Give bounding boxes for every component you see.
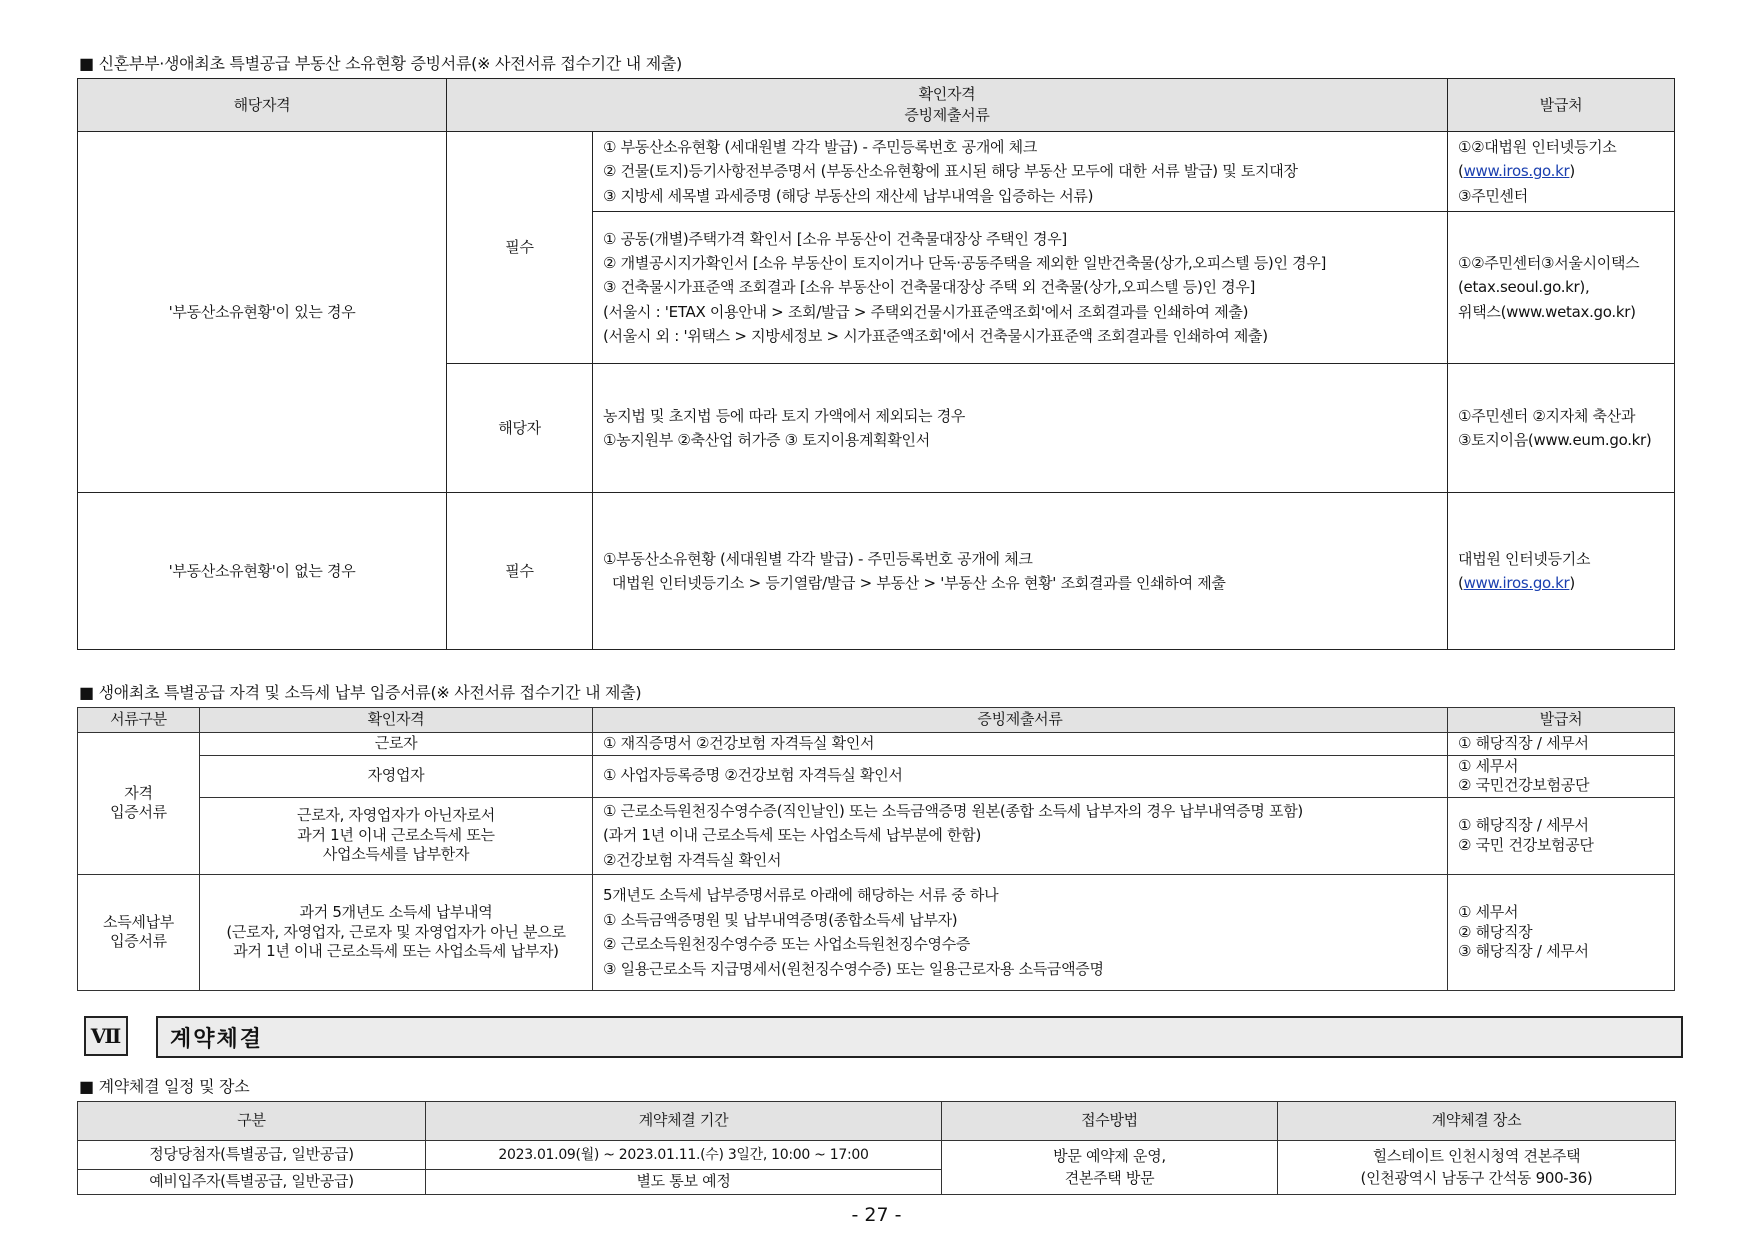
header-method: 접수방법	[942, 1102, 1278, 1141]
doc-line: (과거 1년 이내 근로소득세 또는 사업소득세 납부분에 한함)	[603, 826, 981, 845]
category-cell: 예비입주자(특별공급, 일반공급)	[78, 1170, 426, 1195]
table-row	[78, 733, 1675, 756]
section2-title: ■ 생애최초 특별공급 자격 및 소득세 납부 입증서류(※ 사전서류 접수기간 내 제출)	[79, 683, 642, 702]
income-docs-table	[77, 707, 1675, 991]
period-cell: 별도 통보 예정	[426, 1170, 942, 1195]
qual-line: 근로자, 자영업자가 아닌자로서	[297, 806, 495, 825]
group-qualification-docs	[78, 733, 200, 875]
docs-cell: ① 사업자등록증명 ②건강보험 자격득실 확인서	[593, 755, 1448, 797]
issuer-line: 대법원 인터넷등기소	[1458, 549, 1591, 568]
iros-link[interactable]: www.iros.go.kr	[1463, 574, 1570, 592]
header-place: 계약체결 장소	[1278, 1102, 1676, 1141]
issuer-line: ①②대법원 인터넷등기소	[1458, 138, 1617, 157]
table-row	[78, 755, 1675, 797]
doc-line: ① 근로소득원천징수영수증(직인날인) 또는 소득금액증명 원본(종합 소득세 납부자의 경우 납부내역증명 포함)	[603, 801, 1303, 820]
doc-line: (서울시 외 : '위택스 > 지방세정보 > 시가표준액조회'에서 건축물시가표준액 조회결과를 인쇄하여 제출)	[603, 326, 1268, 345]
docs-cell: ① 재직증명서 ②건강보험 자격득실 확인서	[593, 733, 1448, 756]
qual-line: 사업소득세를 납부한자	[322, 845, 470, 864]
place-cell	[1278, 1141, 1676, 1195]
period-cell: 2023.01.09(월) ~ 2023.01.11.(수) 3일간, 10:00 ~ 17:00	[426, 1141, 942, 1170]
table-row	[78, 874, 1675, 990]
header-category: 서류구분	[78, 708, 200, 733]
group-label-line: 자격	[124, 783, 153, 802]
chapter-number: Ⅶ	[84, 1016, 128, 1056]
doc-line: ① 부동산소유현황 (세대원별 각각 발급) - 주민등록번호 공개에 체크	[603, 138, 1038, 157]
issuer-cell	[1448, 797, 1675, 874]
doc-line: 농지법 및 초지법 등에 따라 토지 가액에서 제외되는 경우	[603, 406, 966, 425]
group-income-tax-docs	[78, 874, 200, 990]
issuer-line: ③ 해당직장 / 세무서	[1458, 942, 1589, 960]
docs-cell	[593, 797, 1448, 874]
qual-cell	[200, 874, 593, 990]
header-confirm-line1: 확인자격	[918, 85, 976, 103]
issuer-line: ① 세무서	[1458, 756, 1519, 775]
issuer-cell	[1448, 364, 1675, 493]
issuer-line: ② 해당직장	[1458, 922, 1533, 941]
qual-line: 과거 5개년도 소득세 납부내역	[299, 903, 493, 921]
method-line: 방문 예약제 운영,	[1053, 1146, 1166, 1165]
header-issuer: 발급처	[1448, 708, 1675, 733]
doc-line: ③ 건축물시가표준액 조회결과 [소유 부동산이 건축물대장상 주택 외 건축물(상가,오피스텔 등)인 경우]	[603, 278, 1256, 297]
qual-cell	[200, 797, 593, 874]
iros-link[interactable]: www.iros.go.kr	[1463, 162, 1570, 181]
issuer-line: (etax.seoul.go.kr),	[1458, 278, 1590, 297]
header-qualification: 해당자격	[78, 79, 447, 132]
doc-line: ② 근로소득원천징수영수증 또는 사업소득원천징수영수증	[603, 935, 971, 954]
group-has-property: '부동산소유현황'이 있는 경우	[78, 132, 447, 493]
method-line: 견본주택 방문	[1064, 1168, 1155, 1187]
table-row	[78, 132, 1675, 212]
header-category: 구분	[78, 1102, 426, 1141]
issuer-line: ①②주민센터③서울시이택스	[1458, 254, 1640, 273]
issuer-line: ③주민센터	[1458, 186, 1528, 205]
issuer-line: ① 해당직장 / 세무서	[1458, 816, 1589, 835]
issuer-line: 위택스(www.wetax.go.kr)	[1458, 302, 1636, 321]
issuer-line: ③토지이음(www.eum.go.kr)	[1458, 431, 1652, 449]
section1-title: ■ 신혼부부·생애최초 특별공급 부동산 소유현황 증빙서류(※ 사전서류 접수기간 내 제출)	[79, 54, 682, 73]
place-line: (인천광역시 남동구 간석동 900-36)	[1360, 1168, 1593, 1187]
table-header-row	[78, 708, 1675, 733]
table-row	[78, 493, 1675, 650]
required-label: 필수	[447, 132, 593, 364]
header-issuer: 발급처	[1448, 79, 1675, 132]
section3-title: ■ 계약체결 일정 및 장소	[79, 1077, 250, 1096]
table-header-row	[78, 79, 1675, 132]
qual-line: 과거 1년 이내 근로소득세 또는	[297, 825, 495, 844]
issuer-link-line: (www.iros.go.kr)	[1458, 162, 1575, 181]
qual-cell: 근로자	[200, 733, 593, 756]
contract-schedule-table	[77, 1101, 1676, 1195]
issuer-cell	[1448, 874, 1675, 990]
table-row	[78, 1141, 1676, 1170]
header-period: 계약체결 기간	[426, 1102, 942, 1141]
issuer-cell	[1448, 493, 1675, 650]
docs-cell	[593, 212, 1448, 364]
method-cell	[942, 1141, 1278, 1195]
doc-line: ③ 일용근로소득 지급명세서(원천징수영수증) 또는 일용근로자용 소득금액증명	[603, 960, 1104, 978]
header-qualification: 확인자격	[200, 708, 593, 733]
header-confirm-line2: 증빙제출서류	[904, 106, 990, 124]
issuer-cell	[1448, 755, 1675, 797]
doc-line: ① 소득금액증명원 및 납부내역증명(종합소득세 납부자)	[603, 910, 958, 929]
doc-line: ①부동산소유현황 (세대원별 각각 발급) - 주민등록번호 공개에 체크	[603, 549, 1033, 568]
place-line: 힐스테이트 인천시청역 견본주택	[1372, 1146, 1581, 1165]
qual-line: (근로자, 자영업자, 근로자 및 자영업자가 아닌 분으로	[226, 922, 566, 941]
doc-line: ② 건물(토지)등기사항전부증명서 (부동산소유현황에 표시된 해당 부동산 모두에 대한 서류 발급) 및 토지대장	[603, 162, 1298, 181]
docs-cell	[593, 874, 1448, 990]
applicable-label: 해당자	[447, 364, 593, 493]
doc-line: 대법원 인터넷등기소 > 등기열람/발급 > 부동산 > '부동산 소유 현황' 조회결과를 인쇄하여 제출	[603, 574, 1226, 592]
chapter-title: 계약체결	[156, 1016, 1683, 1058]
docs-cell	[593, 364, 1448, 493]
page-number: - 27 -	[851, 1204, 902, 1226]
docs-cell	[593, 132, 1448, 212]
doc-line: 5개년도 소득세 납부증명서류로 아래에 해당하는 서류 중 하나	[603, 885, 999, 904]
header-confirm	[447, 79, 1448, 132]
issuer-cell: ① 해당직장 / 세무서	[1448, 733, 1675, 756]
doc-line: (서울시 : 'ETAX 이용안내 > 조회/발급 > 주택외건물시가표준액조회'에서 조회결과를 인쇄하여 제출)	[603, 302, 1249, 321]
group-label-line: 입증서류	[110, 803, 167, 822]
issuer-line: ② 국민 건강보험공단	[1458, 835, 1594, 854]
qual-line: 과거 1년 이내 근로소득세 또는 사업소득세 납부자)	[233, 942, 559, 960]
doc-line: ① 공동(개별)주택가격 확인서 [소유 부동산이 건축물대장상 주택인 경우]	[603, 229, 1067, 248]
doc-line: ①농지원부 ②축산업 허가증 ③ 토지이용계획확인서	[603, 431, 930, 449]
table-header-row	[78, 1102, 1676, 1141]
group-label-line: 입증서류	[110, 932, 167, 951]
doc-line: ③ 지방세 세목별 과세증명 (해당 부동산의 재산세 납부내역을 입증하는 서류)	[603, 186, 1094, 205]
doc-line: ②건강보험 자격득실 확인서	[603, 851, 782, 869]
qual-cell: 자영업자	[200, 755, 593, 797]
category-cell: 정당당첨자(특별공급, 일반공급)	[78, 1141, 426, 1170]
docs-cell	[593, 493, 1448, 650]
required-label: 필수	[447, 493, 593, 650]
issuer-line: ①주민센터 ②지자체 축산과	[1458, 406, 1636, 425]
issuer-line: ② 국민건강보험공단	[1458, 776, 1590, 794]
group-label-line: 소득세납부	[103, 912, 174, 931]
issuer-link-line: (www.iros.go.kr)	[1458, 574, 1575, 592]
doc-line: ② 개별공시지가확인서 [소유 부동산이 토지이거나 단독·공동주택을 제외한 일반건축물(상가,오피스텔 등)인 경우]	[603, 254, 1327, 273]
issuer-cell	[1448, 212, 1675, 364]
header-docs: 증빙제출서류	[593, 708, 1448, 733]
property-docs-table	[77, 78, 1675, 650]
table-row	[78, 797, 1675, 874]
issuer-cell	[1448, 132, 1675, 212]
group-no-property: '부동산소유현황'이 없는 경우	[78, 493, 447, 650]
issuer-line: ① 세무서	[1458, 903, 1519, 921]
